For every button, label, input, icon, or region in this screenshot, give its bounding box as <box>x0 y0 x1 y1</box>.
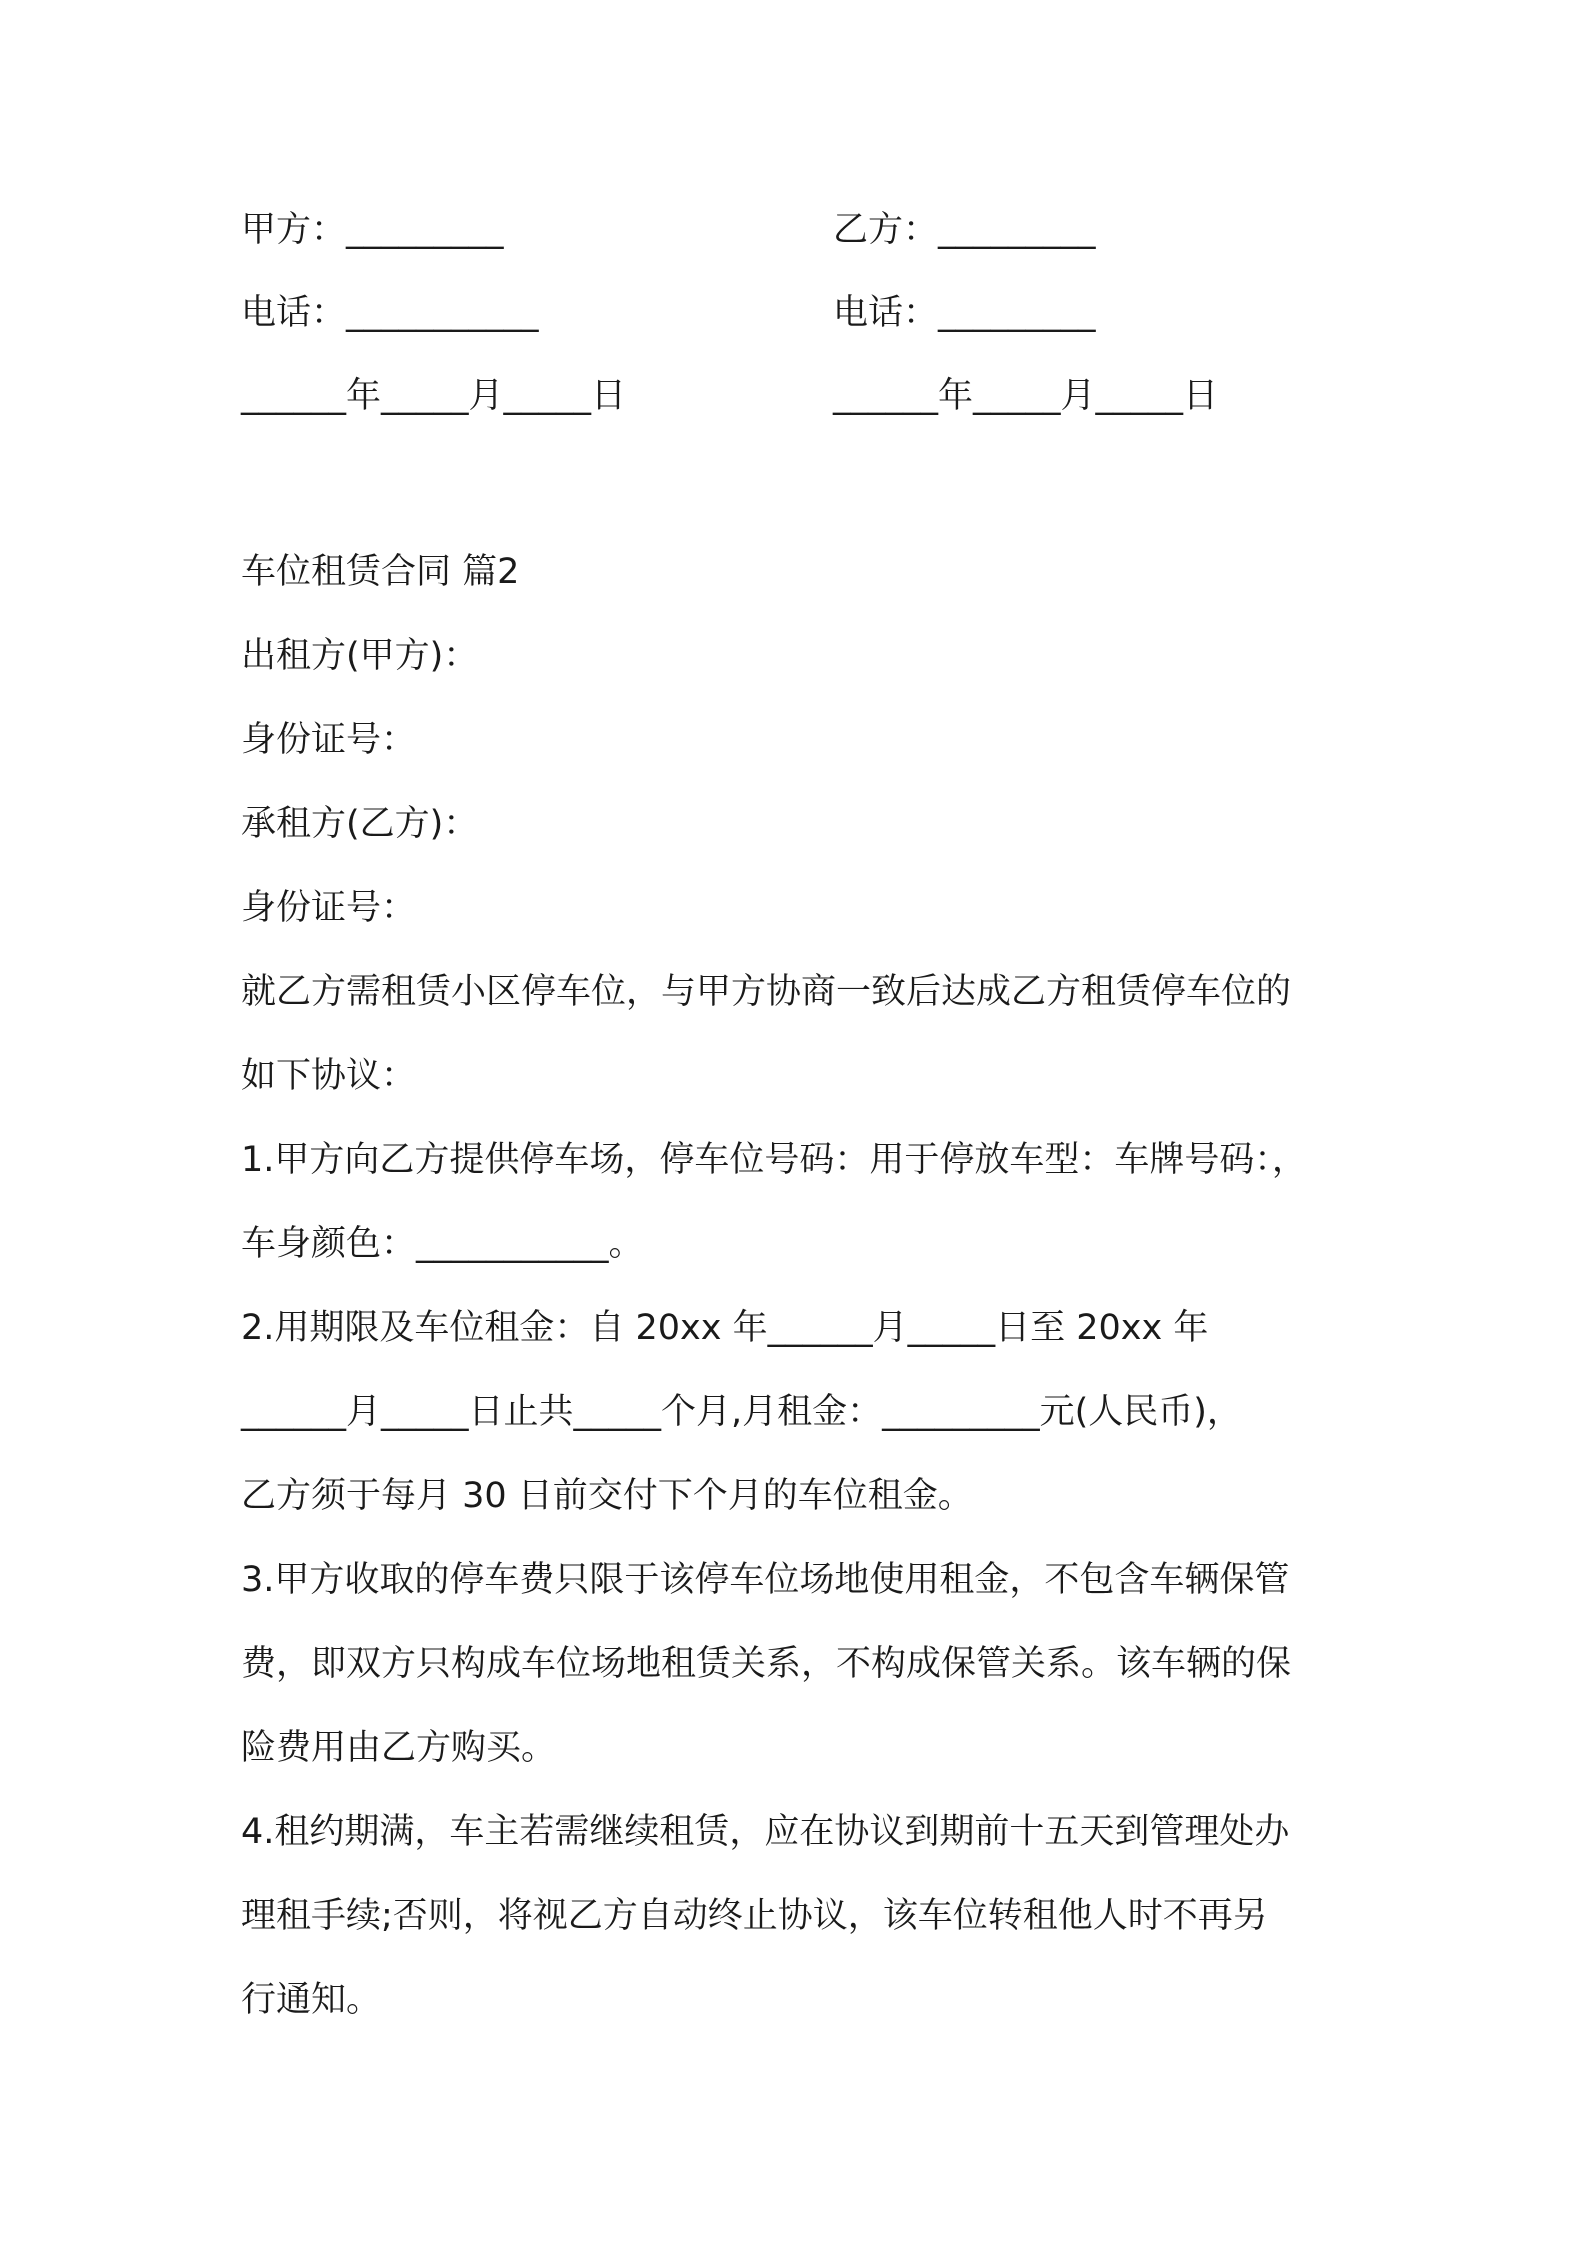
contract-body <box>241 530 1361 2042</box>
signature-date-row <box>241 366 1361 426</box>
party-b-date: ______年_____月_____日 <box>833 376 1219 416</box>
party-b-phone: 电话：_________ <box>833 293 1096 333</box>
party-a-signature: 甲方：_________ <box>241 210 504 250</box>
clause-4-line: 行通知。 <box>241 1980 382 2020</box>
clause-1-line: 1.甲方向乙方提供停车场，停车位号码：用于停放车型：车牌号码：， <box>241 1140 1307 1180</box>
lessee-label: 承租方(乙方)： <box>241 804 479 844</box>
clause-2-line: ______月_____日止共_____个月,月租金：_________元(人民币)， <box>241 1392 1242 1432</box>
clause-4-line: 理租手续;否则，将视乙方自动终止协议，该车位转租他人时不再另 <box>241 1896 1268 1936</box>
contract-title: 车位租赁合同 篇2 <box>241 552 520 592</box>
lessor-label: 出租方(甲方)： <box>241 636 479 676</box>
clause-3-line: 3.甲方收取的停车费只限于该停车位场地使用租金，不包含车辆保管 <box>241 1560 1290 1600</box>
clause-2-line: 乙方须于每月 30 日前交付下个月的车位租金。 <box>241 1476 973 1516</box>
clause-3-line: 费，即双方只构成车位场地租赁关系，不构成保管关系。该车辆的保 <box>241 1644 1292 1684</box>
clause-2-line: 2.用期限及车位租金：自 20xx 年______月_____日至 20xx 年 <box>241 1308 1209 1348</box>
lessee-id-label: 身份证号： <box>241 888 417 928</box>
signature-party-row <box>241 200 1361 260</box>
party-a-phone: 电话：___________ <box>241 293 539 333</box>
lessor-id-label: 身份证号： <box>241 720 417 760</box>
clause-3-line: 险费用由乙方购买。 <box>241 1728 557 1768</box>
intro-line: 就乙方需租赁小区停车位，与甲方协商一致后达成乙方租赁停车位的 <box>241 972 1292 1012</box>
signature-phone-row <box>241 283 1361 343</box>
party-a-date: ______年_____月_____日 <box>241 376 627 416</box>
intro-line: 如下协议： <box>241 1056 417 1096</box>
party-b-signature: 乙方：_________ <box>833 210 1096 250</box>
clause-1-line: 车身颜色：___________。 <box>241 1224 644 1264</box>
clause-4-line: 4.租约期满，车主若需继续租赁，应在协议到期前十五天到管理处办 <box>241 1812 1290 1852</box>
